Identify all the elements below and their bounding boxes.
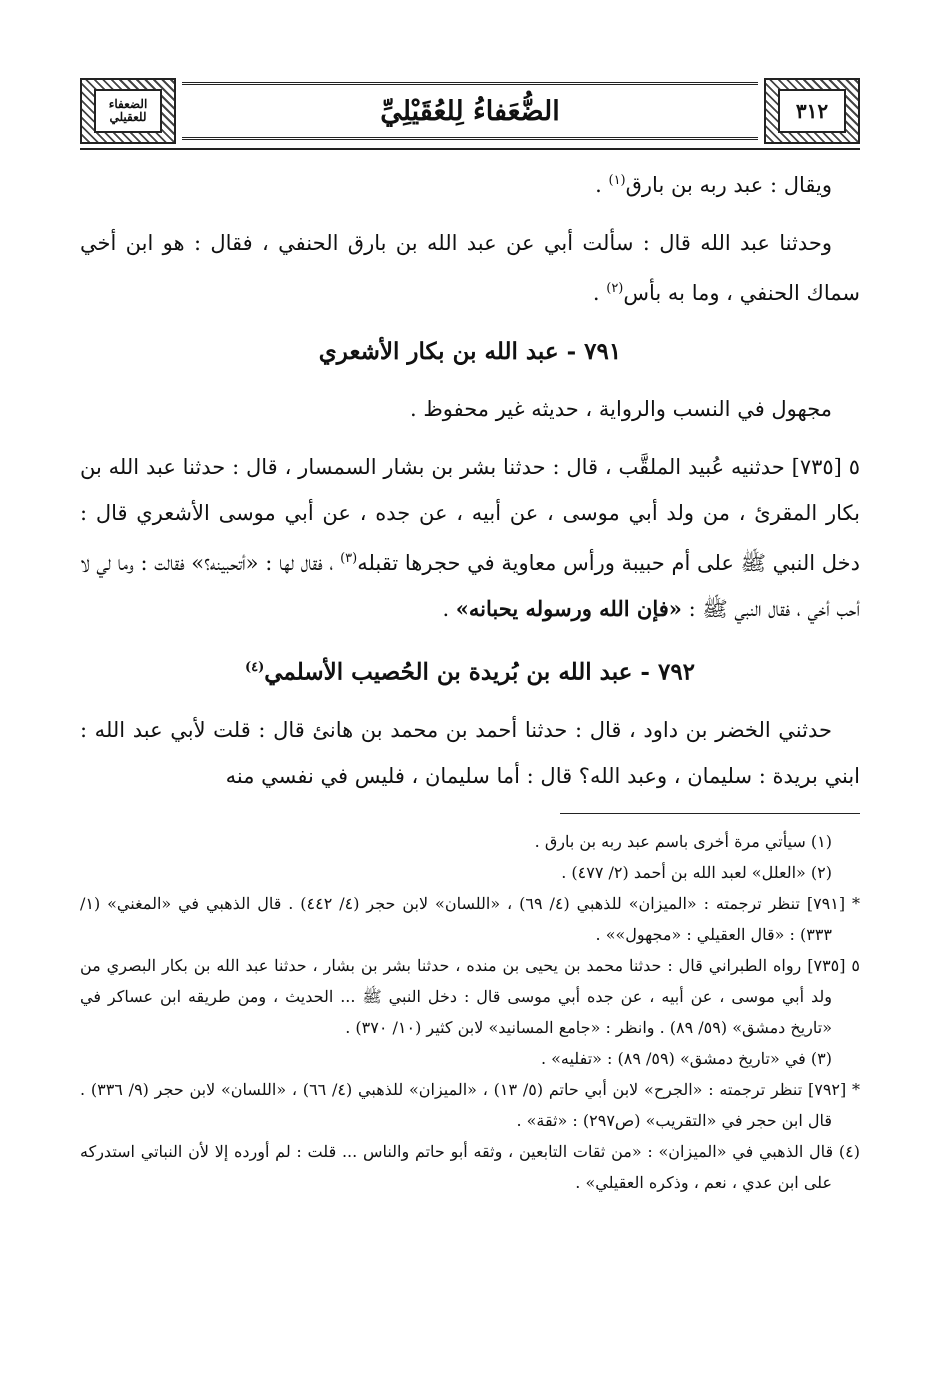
page-number: ٣١٢	[778, 89, 846, 133]
left-ornament	[80, 78, 176, 144]
footnote-791: * [٧٩١] تنظر ترجمته : «الميزان» للذهبي (٤/ ٦٩) ، «اللسان» لابن حجر (٤/ ٤٤٢) . قال الذهبي في «المغني» (١/ ٣٣٣) : «قال العقيلي : «مجهول»» .	[80, 893, 861, 944]
footnote-735: ٥ [٧٣٥] رواه الطبراني قال : حدثنا محمد بن يحيى بن منده ، حدثنا بشر بن بشار ، حدثنا عبد الله بن بكار البصري من ولد أبي موسى ، عن أبيه ، عن جده أبي موسى قال : دخل النبي ﷺ ... الحديث ، ومن طريقه ابن عساكر في «تاريخ دمشق» (٥٩/ ٨٩) . وانظر : «جامع المسانيد» لابن كثير (١٠/ ٣٧٠) .	[80, 955, 861, 1037]
body-line-1: ويقال : عبد ربه بن بارق$^{(١)}$ .	[595, 173, 832, 197]
entry-791-description: مجهول في النسب والرواية ، حديثه غير محفوظ .	[410, 397, 832, 421]
footnote-2: (٢) «العلل» لعبد الله بن أحمد (٢/ ٤٧٧) .	[561, 862, 832, 882]
entry-792-title: ٧٩٢ - عبد الله بن بُريدة بن الحُصيب الأسلمي$^{(٤)}$	[244, 658, 696, 686]
body-paragraph-2: وحدثنا عبد الله قال : سألت أبي عن عبد الله بن بارق الحنفي ، فقال : هو ابن أخي سماك الحنفي ، وما به بأس$^{(٢)}$ .	[80, 231, 860, 305]
footnote-4: (٤) قال الذهبي في «الميزان» : «من ثقات التابعين ، وثقه أبو حاتم والناس ... قلت : لم أورده إلا لأن النباتي استدركه على ابن عدي ، نعم ، وذكره العقيلي» .	[80, 1141, 860, 1192]
page-content	[80, 158, 860, 1198]
footnote-ref-1: (١)	[608, 173, 626, 188]
footnote-3: (٣) في «تاريخ دمشق» (٥٩/ ٨٩) : «تفليه» .	[540, 1048, 832, 1068]
title-seal: الضعفاء للعقيلي	[94, 89, 162, 133]
footnote-ref-2: (٢)	[606, 281, 624, 296]
footnote-ref-3: (٣)	[340, 551, 358, 566]
page-header	[80, 78, 860, 144]
footnote-792: * [٧٩٢] تنظر ترجمته : «الجرح» لابن أبي حاتم (٥/ ١٣) ، «الميزان» للذهبي (٤/ ٦٦) ، «اللسان» لابن حجر (٩/ ٣٣٦) . قال ابن حجر في «التقريب» (ص٢٩٧) : «ثقة» .	[80, 1079, 861, 1130]
entry-791-title: ٧٩١ - عبد الله بن بكار الأشعري	[318, 338, 622, 365]
footnote-1: (١) سيأتي مرة أخرى باسم عبد ربه بن بارق .	[534, 831, 832, 851]
footnote-ref-4: (٤)	[244, 660, 265, 675]
right-ornament	[764, 78, 860, 144]
footnote-divider	[560, 813, 860, 814]
running-title: الضُّعَفاءُ لِلعُقَيْلِيِّ	[182, 82, 758, 140]
hadith-735: ٥ [٧٣٥] حدثنيه عُبيد الملقَّب ، قال : حدثنا بشر بن بشار السمسار ، قال : حدثنا عبد الله بن بكار المقرئ ، من ولد أبي موسى ، عن أبيه ، عن جده ، عن أبي موسى الأشعري قال : دخل النبي ﷺ على أم حبيبة ورأس معاوية في حجرها تقبله$^{(٣)}$ ، فقال لها : «أتحبينه؟» فقالت : وما لي لا أحب أخي ، فقال النبي ﷺ : «فإن الله ورسوله يحبانه» .	[79, 455, 860, 621]
entry-792-text: حدثني الخضر بن داود ، قال : حدثنا أحمد بن محمد بن هانئ قال : قلت لأبي عبد الله : ابني بريدة : سليمان ، وعبد الله؟ قال : أما سليمان ، فليس في نفسي منه	[80, 717, 860, 788]
header-rule	[80, 148, 860, 150]
